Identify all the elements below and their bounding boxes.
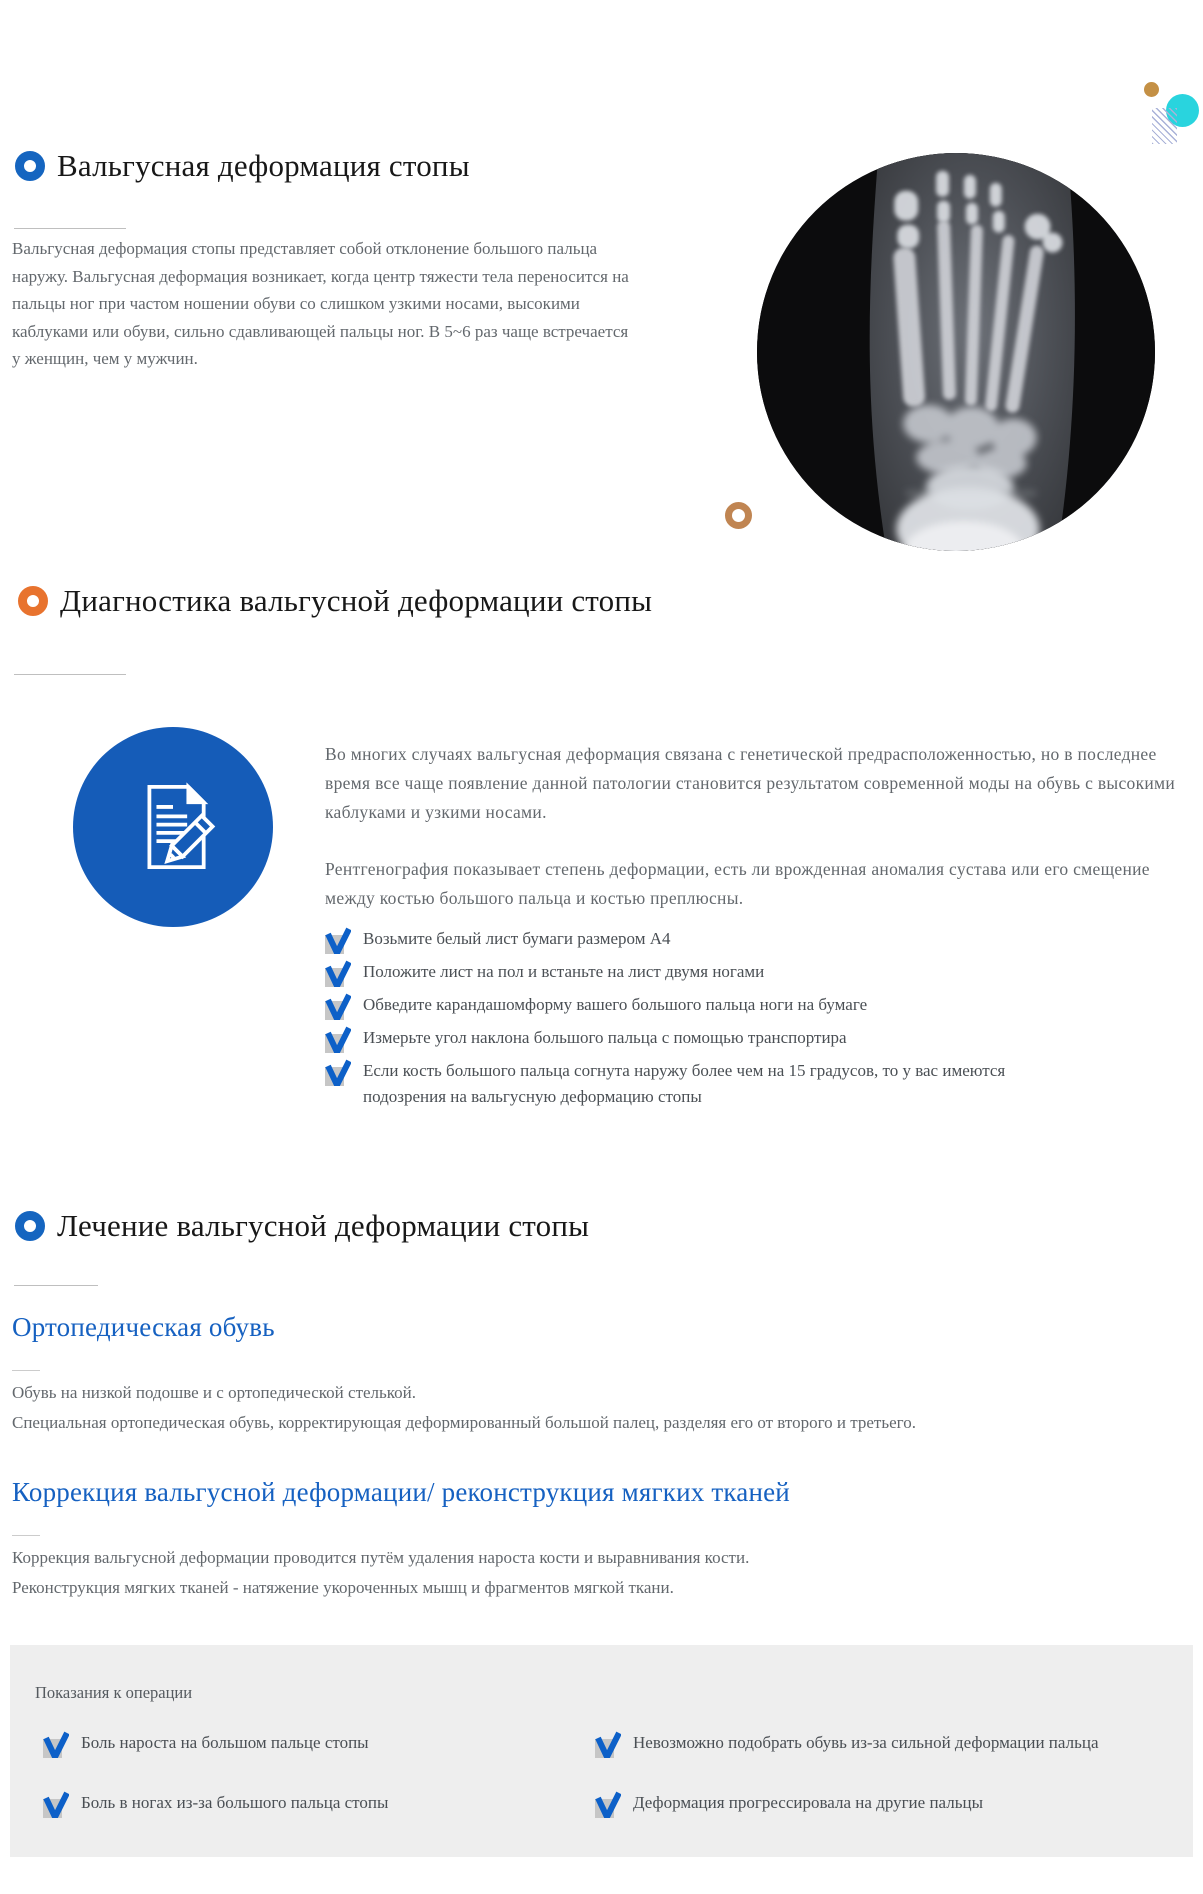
diagnostics-icon-circle (73, 727, 273, 927)
checkmark-icon (595, 1731, 621, 1758)
section-diagnostics-title: Диагностика вальгусной деформации стопы (60, 583, 653, 618)
subsection-divider (12, 1370, 40, 1371)
checkmark-icon (43, 1791, 69, 1818)
section-treatment-header (15, 1208, 589, 1244)
surgery-item: Боль нароста на большом пальце стопы (43, 1730, 369, 1757)
checkmark-icon (325, 1059, 351, 1086)
checkmark-icon (325, 993, 351, 1020)
text-line: Обувь на низкой подошве и с ортопедической стелькой. (12, 1383, 417, 1402)
text-line: Реконструкция мягких тканей - натяжение укороченных мышц и фрагментов мягкой ткани. (12, 1578, 674, 1597)
checklist-item: Если кость большого пальца согнута наружу более чем на 15 градусов, то у вас имеются подозрения на вальгусную деформацию стопы (325, 1058, 1025, 1110)
checklist-item: Измерьте угол наклона большого пальца с помощью транспортира (325, 1025, 1025, 1052)
surgery-indications-box (10, 1645, 1193, 1857)
decor-hatch-square (1152, 108, 1177, 144)
diagnostics-paragraph-2: Рентгенография показывает степень деформации, есть ли врожденная аномалия сустава или его смещение между костью большого пальца и костью преплюсны. (325, 859, 1150, 908)
checkmark-icon (43, 1731, 69, 1758)
diagnostics-paragraph-1: Во многих случаях вальгусная деформация связана с генетической предрасположенностью, но в последнее время все чаще появление данной патологии становится результатом современной моды на обувь с высокими каблуками и узкими носами. (325, 744, 1176, 822)
surgery-item: Боль в ногах из-за большого пальца стопы (43, 1790, 388, 1817)
bullet-ring-icon (15, 1211, 45, 1241)
overview-paragraph: Вальгусная деформация стопы представляет собой отклонение большого пальца наружу. Вальгусная деформация возникает, когда центр тяжести тела переносится на пальцы ног при частом ношении обуви со слишком узкими носами, высокими каблуками или обуви, сильно сдавливающей пальцы ног. В 5~6 раз чаще встречается у женщин, чем у мужчин. (12, 239, 629, 368)
decor-tan-dot (1144, 82, 1159, 97)
surgery-box-title: Показания к операции (35, 1683, 193, 1702)
checkmark-icon (595, 1791, 621, 1818)
bullet-ring-icon (18, 586, 48, 616)
checkmark-icon (325, 927, 351, 954)
decor-bronze-ring (725, 502, 752, 529)
subheading-orthopedic-shoes: Ортопедическая обувь (12, 1312, 275, 1342)
orthopedic-shoes-text (12, 1378, 1192, 1438)
section-divider (14, 674, 126, 675)
section-overview-header (15, 148, 470, 184)
checklist-item: Возьмите белый лист бумаги размером А4 (325, 926, 1025, 953)
checkmark-icon (325, 1026, 351, 1053)
document-pencil-icon (114, 768, 232, 886)
section-diagnostics-header (18, 583, 652, 619)
xray-graphic (757, 153, 1155, 551)
checklist-item: Обведите карандашомформу вашего большого пальца ноги на бумаге (325, 992, 1025, 1019)
section-treatment-title: Лечение вальгусной деформации стопы (57, 1208, 590, 1243)
bullet-ring-icon (15, 151, 45, 181)
diagnostics-checklist (325, 926, 1025, 1116)
text-line: Коррекция вальгусной деформации проводится путём удаления нароста кости и выравнивания кости. (12, 1548, 750, 1567)
checklist-item: Положите лист на пол и встаньте на лист двумя ногами (325, 959, 1025, 986)
section-divider (14, 1285, 98, 1286)
subsection-divider (12, 1535, 40, 1536)
surgery-item: Невозможно подобрать обувь из-за сильной деформации пальца (595, 1730, 1098, 1757)
checkmark-icon (325, 960, 351, 987)
diagnostics-text-column (325, 740, 1203, 941)
correction-text (12, 1543, 1192, 1603)
foot-xray-image (757, 153, 1155, 551)
section-overview-title: Вальгусная деформация стопы (57, 148, 470, 183)
section-divider (14, 228, 126, 229)
subheading-correction: Коррекция вальгусной деформации/ реконструкция мягких тканей (12, 1477, 790, 1507)
surgery-item: Деформация прогрессировала на другие пальцы (595, 1790, 983, 1817)
text-line: Специальная ортопедическая обувь, корректирующая деформированный большой палец, разделяя его от второго и третьего. (12, 1413, 916, 1432)
